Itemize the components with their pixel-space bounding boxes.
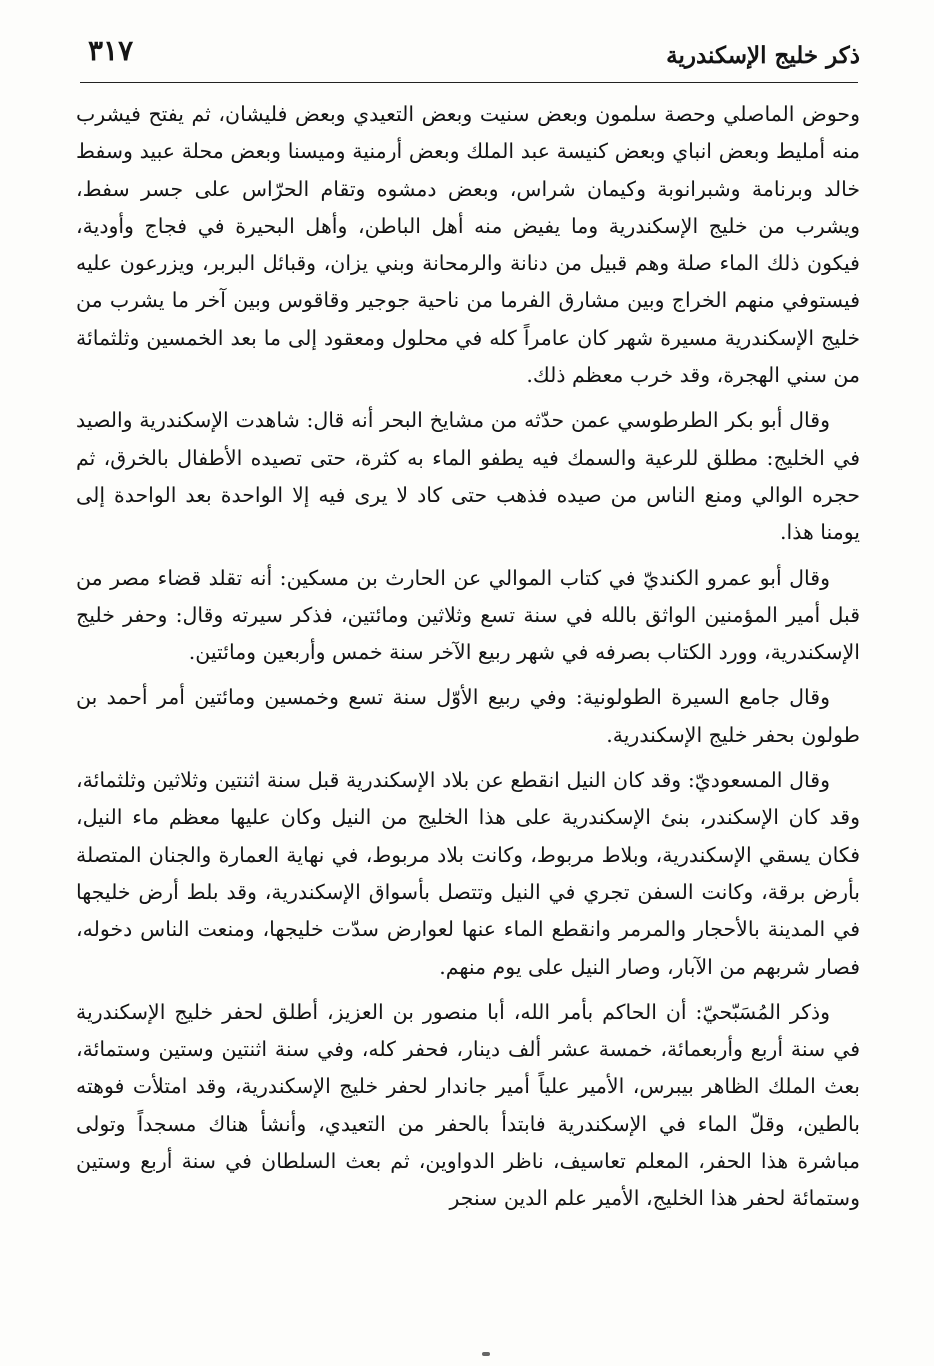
page-bottom-mark — [482, 1352, 490, 1356]
paragraph-4: وقال جامع السيرة الطولونية: وفي ربيع الأوّل سنة تسع وخمسين ومائتين أمر أحمد بن طولون بحفر خليج الإسكندرية. — [76, 685, 860, 747]
running-title: ذكر خليج الإسكندرية — [666, 42, 860, 69]
page-number: ٣١٧ — [88, 34, 134, 67]
paragraph-2: وقال أبو بكر الطرطوسي عمن حدّثه من مشايخ البحر أنه قال: شاهدت الإسكندرية والصيد في الخليج: مطلق للرعية والسمك فيه يطفو الماء به كثرة، حتى تصيده الأطفال بالخرق، ثم حجره الوالي ومنع الناس من صيده فذهب حتى كاد لا يرى فيه إلا الواحدة بعد الواحدة إلى يومنا هذا. — [76, 408, 860, 545]
paragraph-6: وذكر المُسَبّحيّ: أن الحاكم بأمر الله، أبا منصور بن العزيز، أطلق لحفر خليج الإسكندرية في سنة أربع وأربعمائة، خمسة عشر ألف دينار، فحفر كله، وفي سنة اثنتين وستين وستمائة، بعث الملك الظاهر بيبرس، الأمير علياً أمير جاندار لحفر خليج الإسكندرية، وقد امتلأت فوهته بالطين، وقلّ الماء في الإسكندرية فابتدأ بالحفر من التعيدي، وأنشأ هناك مسجداً وتولى مباشرة هذا الحفر، المعلم تعاسيف، ناظر الدواوين، ثم بعث السلطان في سنة أربع وستين وستمائة لحفر هذا الخليج، الأمير علم الدين سنجر — [76, 999, 860, 1211]
running-head — [76, 28, 860, 78]
main-text — [76, 96, 860, 1218]
header-divider — [80, 82, 858, 83]
paragraph-1: وحوض الماصلي وحصة سلمون وبعض سنيت وبعض التعيدي وبعض فليشان، ثم يفتح فيشرب منه أمليط وبعض انباي وبعض كنيسة عبد الملك وبعض أرمنية وميسنا وبعض محلة عبيد وسفط خالد وبرنامة وشبرانوبة وكيمان شراس، وبعض دمشوه وتقام الحرّاس على جسر سفط، ويشرب من خليج الإسكندرية وما يفيض منه أهل الباطن، وأهل البحيرة في فجاج وأودية، فيكون ذلك الماء صلة وهم قبيل من دنانة والرمحانة وبني يزان، وقبائل البربر، ويزرعون عليه فيستوفي منهم الخراج وبين مشارق الفرما من ناحية جوجير وقاقوس وبين آخر ما يشرب من خليج الإسكندرية مسيرة شهر كان عامراً كله في محلول ومعقود إلى ما بعد الخمسين وثلثمائة من سني الهجرة، وقد خرب معظم ذلك. — [76, 102, 860, 388]
paragraph-3: وقال أبو عمرو الكنديّ في كتاب الموالي عن الحارث بن مسكين: أنه تقلد قضاء مصر من قبل أمير المؤمنين الواثق بالله في سنة تسع وثلاثين ومائتين، فذكر سيرته وقال: وحفر خليج الإسكندرية، وورد الكتاب بصرفه في شهر ربيع الآخر سنة خمس وأربعين ومائتين. — [76, 565, 860, 665]
paragraph-5: وقال المسعوديّ: وقد كان النيل انقطع عن بلاد الإسكندرية قبل سنة اثنتين وثلاثين وثلثمائة، وقد كان الإسكندر، بنئ الإسكندرية على هذا الخليج من النيل وكان عليها معظم ماء النيل، فكان يسقي الإسكندرية، وبلاط مربوط، وكانت بلاد مربوط، في نهاية العمارة والجنان المتصلة بأرض برقة، وكانت السفن تجري في النيل وتتصل بأسواق الإسكندرية، وقد بلط أرض خليجها في المدينة بالأحجار والمرمر وانقطع الماء عنها لعوارض سدّت خليجها، ومنعت الناس دخوله، فصار شربهم من الآبار، وصار النيل على يوم منهم. — [76, 768, 860, 979]
